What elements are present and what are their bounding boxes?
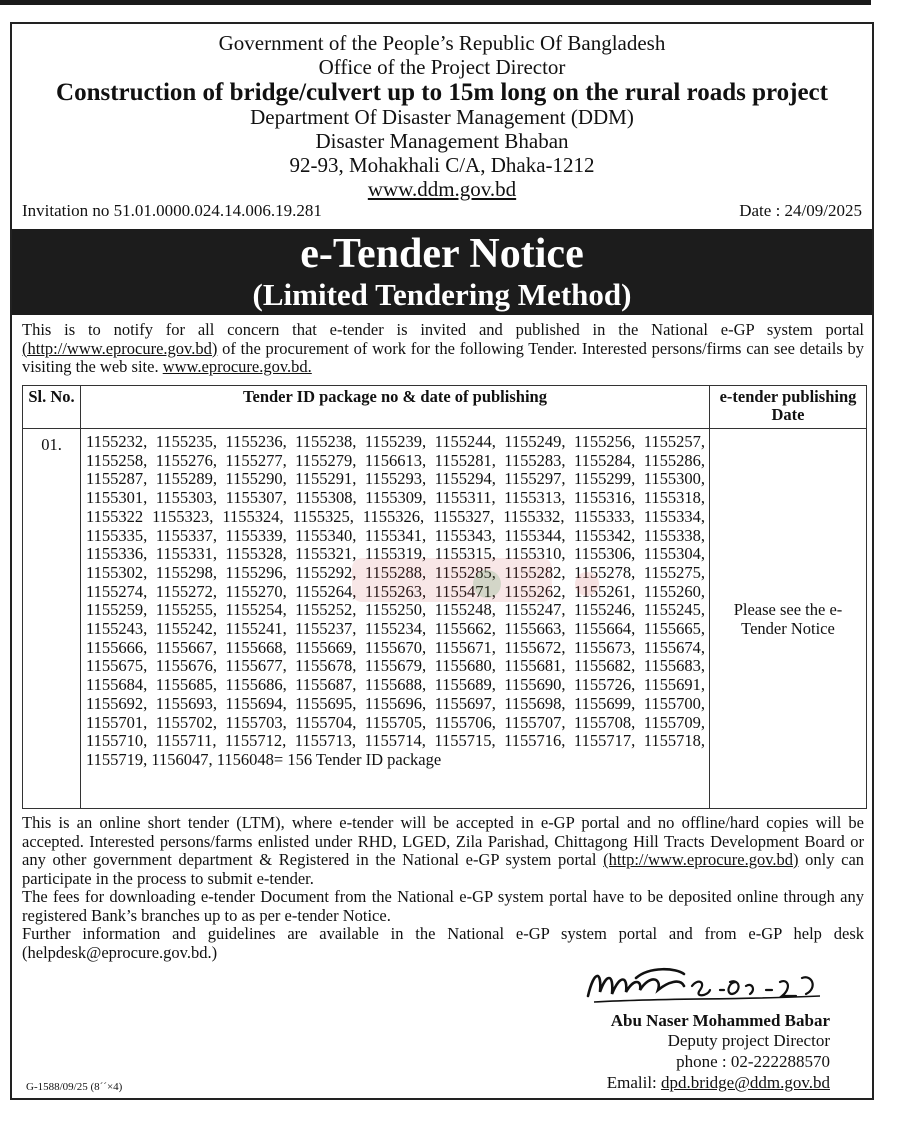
email-link[interactable]: dpd.bridge@ddm.gov.bd: [661, 1073, 830, 1092]
table-header-row: [23, 386, 867, 429]
signatory-designation: Deputy project Director: [667, 1031, 830, 1050]
signatory-email-line: [530, 1073, 830, 1094]
sl-header: Sl. No.: [23, 386, 81, 429]
signatory-name: Abu Naser Mohammed Babar: [610, 1011, 830, 1030]
online-tender-text: This is an online short tender (LTM), where e-tender will be accepted in e-GP portal and no offline/hard copies will be accepted. Interested persons/farms enlisted under RHD, LGED, Zila Parishad, Chittagong Hill Tracts Development Board or any other government department & Registered in the National e-GP system portal: [22, 813, 864, 869]
table-row: [23, 429, 867, 809]
banner-subtitle: (Limited Tendering Method): [252, 277, 632, 312]
tender-ids-cell: 1155232, 1155235, 1155236, 1155238, 1155239, 1155244, 1155249, 1155256, 1155257, 1155258, 1155276, 1155277, 1155279, 1156613, 1155281, 1155283, 1155284, 1155286, 1155287, 1155289, 1155290, 1155291, 1155293, 1155294, 1155297, 1155299, 1155300, 1155301, 1155303, 1155307, 1155308, 1155309, 1155311, 1155313, 1155316, 1155318, 1155322 1155323, 1155324, 1155325, 1155326, 1155327, 1155332, 1155333, 1155334, 1155335, 1155337, 1155339, 1155340, 1155341, 1155343, 1155344, 1155342, 1155338, 1155336, 1155331, 1155328, 1155321, 1155319, 1155315, 1155310, 1155306, 1155304, 1155302, 1155298, 1155296, 1155292, 1155288, 1155285, 1155282, 1155278, 1155275, 1155274, 1155272, 1155270, 1155264, 1155263, 1155471, 1155262, 1155261, 1155260, 1155259, 1155255, 1155254, 1155252, 1155250, 1155248, 1155247, 1155246, 1155245, 1155243, 1155242, 1155241, 1155237, 1155234, 1155662, 1155663, 1155664, 1155665, 1155666, 1155667, 1155668, 1155669, 1155670, 1155671, 1155672, 1155673, 1155674, 1155675, 1155676, 1155677, 1155678, 1155679, 1155680, 1155681, 1155682, 1155683, 1155684, 1155685, 1155686, 1155687, 1155688, 1155689, 1155690, 1155726, 1155691, 1155692, 1155693, 1155694, 1155695, 1155696, 1155697, 1155698, 1155699, 1155700, 1155701, 1155702, 1155703, 1155704, 1155705, 1155706, 1155707, 1155708, 1155709, 1155710, 1155711, 1155712, 1155713, 1155714, 1155715, 1155716, 1155717, 1155718, 1155719, 1156047, 1156048= 156 Tender ID package: [81, 429, 710, 809]
banner-title: e-Tender Notice: [300, 231, 584, 277]
project-title: Construction of bridge/culvert up to 15m long on the rural roads project: [56, 79, 828, 106]
intro-text-middle: of the procurement of work for the following Tender. Interested persons/firms can see details by visiting the web site.: [22, 338, 864, 376]
government-line: Government of the People’s Republic Of Bangladesh: [218, 31, 666, 55]
sl-cell: 01.: [23, 429, 81, 809]
fees-note: The fees for downloading e-tender Document from the National e-GP system portal have to be deposited online through any registered Bank’s branches up to as per e-tender Notice.: [22, 887, 864, 925]
portal-link-2[interactable]: (http://www.eprocure.gov.bd): [603, 850, 799, 869]
intro-text: This is to notify for all concern that e-tender is invited and published in the National e-GP system portal: [22, 320, 864, 339]
terms-section: [22, 814, 864, 962]
online-tender-note: [22, 814, 864, 888]
department-line: Department Of Disaster Management (DDM): [250, 105, 634, 129]
address-line: 92-93, Mohakhali C/A, Dhaka-1212: [289, 153, 595, 177]
online-tender-text-end: only can participate in the process to submit e-tender.: [22, 850, 865, 888]
helpdesk-note: Further information and guidelines are available in the National e-GP system portal and from e-GP help desk (helpdesk@eprocure.gov.bd.): [22, 924, 864, 962]
publishing-header: e-tender publishing Date: [710, 386, 867, 429]
signatory-phone: phone : 02-222288570: [676, 1052, 830, 1071]
website-link[interactable]: www.ddm.gov.bd: [367, 177, 517, 201]
top-rule: [0, 0, 871, 5]
notice-frame: [10, 22, 874, 1100]
office-line: Office of the Project Director: [318, 55, 566, 79]
email-label: Emalil:: [606, 1073, 657, 1092]
publishing-date-cell: Please see the e-Tender Notice: [710, 429, 867, 809]
handwritten-signature: [580, 960, 830, 1008]
tender-table: [22, 385, 867, 809]
notice-date: Date : 24/09/2025: [739, 201, 862, 220]
invitation-number: Invitation no 51.01.0000.024.14.006.19.281: [22, 201, 322, 220]
portal-link[interactable]: (http://www.eprocure.gov.bd): [22, 338, 218, 358]
footer-code: G-1588/09/25 (8´´×4): [26, 1081, 123, 1093]
eprocure-site-link[interactable]: www.eprocure.gov.bd.: [162, 357, 312, 376]
intro-paragraph: [22, 321, 864, 377]
building-line: Disaster Management Bhaban: [315, 129, 569, 153]
tender-header: Tender ID package no & date of publishing: [81, 386, 710, 429]
title-banner: [12, 229, 872, 315]
